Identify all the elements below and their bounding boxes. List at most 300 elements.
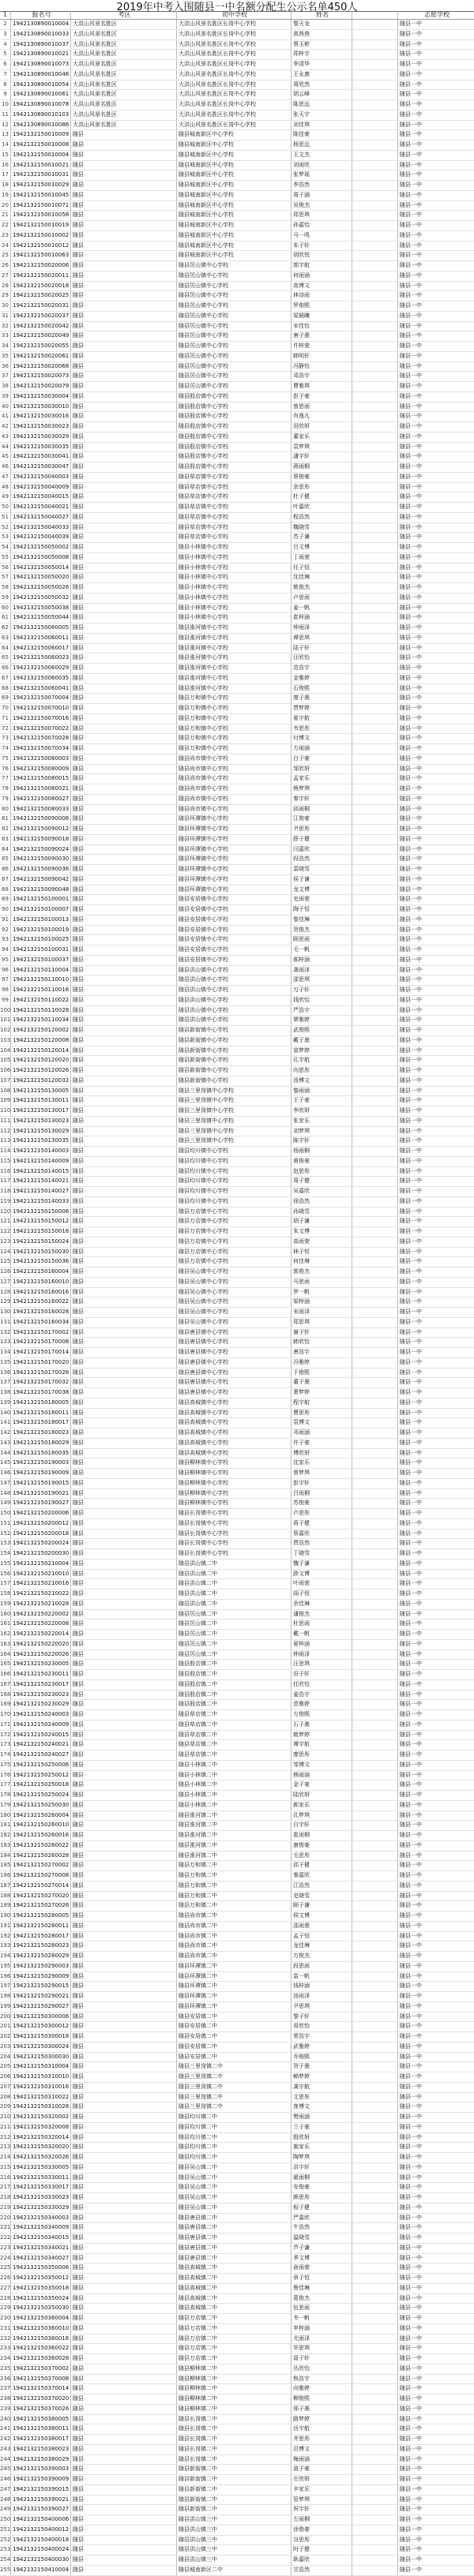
row-number: 70 [0, 704, 11, 713]
cell-exam-no: 1942132150040021 [11, 503, 71, 512]
cell-area: 随县 [71, 1922, 177, 1931]
cell-blank [352, 2475, 398, 2484]
cell-exam-no: 1942132150070004 [11, 694, 71, 703]
cell-target-school: 随县一中 [400, 1117, 422, 1124]
cell-area: 随县 [71, 583, 177, 593]
cell-school: 随县淮河镇中心学校 [177, 653, 292, 663]
cell-name: 康俊豪 [292, 1841, 352, 1851]
cell-school: 随县淮河镇中心学校 [177, 664, 292, 673]
cell-exam-no: 1942132150190021 [11, 1489, 71, 1499]
cell-name: 高茜茜 [292, 30, 352, 39]
cell-school: 随县城南新区中心学校 [177, 181, 292, 190]
cell-area: 随县 [71, 181, 177, 190]
cell-exam-no: 1942132150140021 [11, 1177, 71, 1186]
table-row [0, 754, 474, 765]
table-row [0, 724, 474, 735]
cell-blank [352, 1458, 398, 1468]
cell-target-school: 随县一中 [400, 534, 422, 541]
row-number: 40 [0, 402, 11, 412]
cell-blank [352, 2274, 398, 2283]
cell-name: 牛浩然 [292, 2223, 352, 2233]
cell-target-school: 随县一中 [400, 926, 422, 933]
cell-target-school: 随县一中 [400, 593, 422, 601]
cell-name: 顾子谦 [292, 1901, 352, 1911]
cell-area: 大洪山风景名胜区 [71, 80, 177, 90]
table-row [0, 684, 474, 695]
cell-exam-no: 1942132150250006 [11, 1761, 71, 1770]
cell-blank [352, 1992, 398, 2001]
row-number: 75 [0, 754, 11, 764]
cell-exam-no: 1942132150180005 [11, 1398, 71, 1408]
row-number: 61 [0, 613, 11, 623]
cell-area: 随县 [71, 1791, 177, 1800]
row-number: 154 [0, 1549, 11, 1559]
cell-blank [352, 835, 398, 844]
cell-school: 随县厉山镇中心学校 [177, 261, 292, 271]
cell-area: 随县 [71, 1962, 177, 1971]
table-row [0, 90, 474, 100]
cell-blank [352, 1892, 398, 1901]
cell-target-school: 随县一中 [400, 1731, 422, 1738]
cell-blank [352, 1519, 398, 1529]
cell-area: 随县 [71, 1288, 177, 1297]
table-row [0, 623, 474, 634]
cell-exam-no: 1942130890010078 [11, 100, 71, 110]
cell-name: 孔梦琪 [292, 1811, 352, 1821]
cell-blank [352, 1972, 398, 1982]
cell-exam-no: 1942132150010029 [11, 181, 71, 190]
cell-name: 黎雨涵 [292, 1087, 352, 1096]
cell-school: 随县长岗镇中心学校 [177, 1519, 292, 1529]
row-number: 157 [0, 1579, 11, 1589]
table-row [0, 1318, 474, 1328]
cell-exam-no: 1942132150210016 [11, 1579, 71, 1589]
row-number: 165 [0, 1660, 11, 1669]
cell-name: 罗俊熙 [292, 301, 352, 311]
cell-school: 随县城南新区中心学校 [177, 231, 292, 241]
cell-name: 沿博文 [292, 2445, 352, 2454]
cell-school: 随县环潭镇中心学校 [177, 835, 292, 844]
table-row [0, 1449, 474, 1459]
cell-name: 殷欣妍 [292, 2133, 352, 2143]
cell-exam-no: 1942132150050020 [11, 573, 71, 582]
row-number: 228 [0, 2294, 11, 2304]
cell-blank [352, 814, 398, 824]
cell-target-school: 随县一中 [400, 875, 422, 882]
cell-school: 随县殷店镇中心学校 [177, 452, 292, 462]
table-row [0, 1409, 474, 1419]
row-number: 153 [0, 1539, 11, 1548]
cell-blank [352, 1016, 398, 1025]
cell-target-school: 随县一中 [400, 1912, 422, 1919]
row-number: 103 [0, 1036, 11, 1046]
cell-area: 随县 [71, 1278, 177, 1287]
cell-school: 随县城南新区中心学校 [177, 161, 292, 170]
cell-school: 随县环潭镇中心学校 [177, 814, 292, 824]
cell-exam-no: 1942132150130017 [11, 1106, 71, 1116]
cell-school: 随县洪山镇三中 [177, 2536, 292, 2545]
cell-area: 随县 [71, 1690, 177, 1700]
cell-school: 随县三里岗镇中心学校 [177, 1096, 292, 1106]
cell-exam-no: 1942132150270026 [11, 1901, 71, 1911]
cell-exam-no: 1942132150050044 [11, 613, 71, 623]
table-row [0, 814, 474, 825]
cell-exam-no: 1942132150220014 [11, 1630, 71, 1639]
cell-name: 江浩然 [292, 1881, 352, 1891]
cell-exam-no: 1942132150010031 [11, 170, 71, 180]
cell-school: 随县吴山镇中心学校 [177, 1278, 292, 1287]
table-row [0, 211, 474, 221]
cell-area: 随县 [71, 2002, 177, 2012]
row-number: 167 [0, 1680, 11, 1690]
cell-name: 岳宇航 [292, 2424, 352, 2434]
row-number: 51 [0, 513, 11, 522]
cell-area: 随县 [71, 1570, 177, 1579]
cell-area: 随县 [71, 1439, 177, 1448]
cell-blank [352, 1650, 398, 1660]
cell-blank [352, 1499, 398, 1508]
cell-blank [352, 664, 398, 673]
cell-school: 随县殷店镇中心学校 [177, 402, 292, 412]
cell-target-school: 随县一中 [400, 624, 422, 631]
cell-exam-no: 1942132150080003 [11, 754, 71, 764]
cell-name: 丁雨萱 [292, 553, 352, 563]
cell-blank [352, 2053, 398, 2062]
cell-blank [352, 1740, 398, 1750]
cell-name: 龚宇航 [292, 2083, 352, 2092]
cell-area: 随县 [71, 1479, 177, 1488]
cell-area: 随县 [71, 704, 177, 713]
cell-area: 随县 [71, 573, 177, 582]
cell-school: 随县均川镇二中 [177, 2133, 292, 2143]
cell-target-school: 随县一中 [400, 2385, 422, 2392]
cell-target-school: 随县一中 [400, 936, 422, 943]
cell-exam-no: 1942132150220026 [11, 1650, 71, 1660]
cell-area: 随县 [71, 291, 177, 301]
cell-name: 乔俊熙 [292, 2053, 352, 2062]
row-number: 3 [0, 30, 11, 39]
cell-name: 汤博文 [292, 1076, 352, 1086]
cell-target-school: 随县一中 [400, 1550, 422, 1556]
cell-school: 大洪山风景名胜区长岗中心学校 [177, 20, 292, 29]
cell-exam-no: 1942132150320008 [11, 2123, 71, 2132]
cell-exam-no: 1942132150020049 [11, 331, 71, 341]
cell-area: 随县 [71, 714, 177, 724]
table-row [0, 1549, 474, 1559]
cell-exam-no: 1942132150170002 [11, 1328, 71, 1338]
cell-school: 随县厉山镇二中 [177, 1630, 292, 1639]
row-number: 60 [0, 604, 11, 613]
cell-area: 随县 [71, 1348, 177, 1357]
cell-blank [352, 1589, 398, 1599]
cell-area: 随县 [71, 1509, 177, 1518]
cell-school: 随县长岗镇中心学校 [177, 1509, 292, 1518]
cell-area: 大洪山风景名胜区 [71, 121, 177, 130]
row-number: 16 [0, 161, 11, 170]
table-row [0, 2143, 474, 2153]
row-number: 206 [0, 2072, 11, 2082]
table-row [0, 2042, 474, 2053]
table-row [0, 2053, 474, 2063]
cell-name: 龚雨泽 [292, 966, 352, 975]
cell-exam-no: 1942132150070016 [11, 714, 71, 724]
cell-exam-no: 1942132150360028 [11, 2354, 71, 2364]
cell-area: 随县 [71, 593, 177, 603]
cell-blank [352, 100, 398, 110]
cell-name: 刘雨欣 [292, 161, 352, 170]
cell-area: 随县 [71, 1398, 177, 1408]
cell-area: 随县 [71, 301, 177, 311]
table-row [0, 50, 474, 60]
cell-blank [352, 744, 398, 754]
cell-exam-no: 1942132150110010 [11, 975, 71, 985]
cell-blank [352, 1208, 398, 1217]
row-number: 230 [0, 2314, 11, 2323]
table-row [0, 1016, 474, 1026]
cell-name: 江俊豪 [292, 814, 352, 824]
cell-school: 随县尚市镇二中 [177, 1911, 292, 1921]
table-row [0, 1469, 474, 1479]
cell-exam-no: 1942132150050002 [11, 543, 71, 552]
cell-school: 随县万店镇中心学校 [177, 1257, 292, 1267]
table-row [0, 704, 474, 714]
cell-target-school: 随县一中 [400, 544, 422, 550]
cell-target-school: 随县一中 [400, 302, 422, 309]
cell-exam-no: 1942132150020079 [11, 382, 71, 391]
table-row [0, 1248, 474, 1258]
row-number: 195 [0, 1962, 11, 1971]
table-row [0, 2384, 474, 2394]
cell-blank [352, 1106, 398, 1116]
row-number: 196 [0, 1972, 11, 1982]
table-row [0, 170, 474, 181]
cell-blank [352, 492, 398, 502]
table-row [0, 1690, 474, 1701]
table-row [0, 2294, 474, 2305]
cell-blank [352, 1157, 398, 1166]
cell-exam-no: 1942130890010033 [11, 30, 71, 39]
cell-blank [352, 1227, 398, 1237]
table-row [0, 2284, 474, 2294]
cell-target-school: 随县一中 [400, 473, 422, 480]
cell-exam-no: 1942132150100025 [11, 935, 71, 945]
cell-name: 段思雨 [292, 1962, 352, 1971]
cell-target-school: 随县一中 [400, 262, 422, 268]
cell-name: 毕思琪 [292, 2344, 352, 2353]
cell-area: 随县 [71, 875, 177, 885]
table-row [0, 886, 474, 896]
cell-area: 随县 [71, 2384, 177, 2394]
cell-target-school: 随县一中 [400, 2315, 422, 2321]
table-row [0, 2254, 474, 2264]
cell-area: 随县 [71, 1720, 177, 1730]
row-number: 177 [0, 1780, 11, 1790]
cell-school: 随县城南新区中心学校 [177, 170, 292, 180]
cell-name: 石俊熙 [292, 684, 352, 694]
cell-area: 随县 [71, 1731, 177, 1740]
cell-school: 随县殷店镇二中 [177, 1690, 292, 1700]
cell-blank [352, 1489, 398, 1499]
cell-school: 大洪山风景名胜区长岗中心学校 [177, 30, 292, 39]
row-number: 131 [0, 1318, 11, 1327]
cell-name: 兰子豪 [292, 2123, 352, 2132]
cell-name: 宋雨泽 [292, 1308, 352, 1317]
row-number: 244 [0, 2455, 11, 2465]
table-row [0, 2364, 474, 2375]
header-row [0, 11, 474, 20]
cell-blank [352, 2214, 398, 2223]
table-row [0, 2304, 474, 2314]
table-row [0, 2072, 474, 2083]
cell-school: 随县安居镇二中 [177, 2053, 292, 2062]
row-number: 58 [0, 583, 11, 593]
cell-blank [352, 1831, 398, 1840]
cell-blank [352, 40, 398, 50]
row-number: 84 [0, 845, 11, 855]
table-row [0, 2555, 474, 2566]
cell-blank [352, 2324, 398, 2334]
table-row [0, 2102, 474, 2113]
cell-blank [352, 2072, 398, 2082]
cell-exam-no: 1942132150400012 [11, 2525, 71, 2535]
cell-blank [352, 2062, 398, 2072]
table-row [0, 1700, 474, 1710]
cell-exam-no: 1942132150150018 [11, 1227, 71, 1237]
cell-school: 随县均川镇二中 [177, 2113, 292, 2122]
cell-area: 随县 [71, 1197, 177, 1207]
cell-blank [352, 774, 398, 784]
cell-school: 随县淮河镇二中 [177, 1841, 292, 1851]
cell-exam-no: 1942132150060035 [11, 674, 71, 683]
row-number: 137 [0, 1378, 11, 1387]
table-row [0, 1670, 474, 1680]
cell-blank [352, 2354, 398, 2364]
cell-name: 向雅婷 [292, 2384, 352, 2394]
row-number: 119 [0, 1197, 11, 1207]
cell-target-school: 随县一中 [400, 1841, 422, 1848]
cell-exam-no: 1942132150110016 [11, 986, 71, 995]
cell-school: 随县万和镇中心学校 [177, 704, 292, 713]
table-row [0, 1731, 474, 1741]
cell-area: 随县 [71, 835, 177, 844]
row-number: 39 [0, 392, 11, 402]
cell-exam-no: 1942132150260016 [11, 1831, 71, 1840]
row-number: 212 [0, 2133, 11, 2143]
cell-name: 曹雅琪 [292, 382, 352, 391]
cell-area: 随县 [71, 1861, 177, 1870]
cell-target-school: 随县一中 [400, 1932, 422, 1939]
cell-target-school: 随县一中 [400, 2375, 422, 2382]
cell-name: 曾思雨 [292, 402, 352, 412]
cell-blank [352, 1801, 398, 1810]
cell-area: 随县 [71, 2435, 177, 2444]
row-number: 36 [0, 362, 11, 372]
cell-blank [352, 1348, 398, 1357]
cell-name: 陈佳豪 [292, 130, 352, 140]
cell-exam-no: 1942132150240003 [11, 1710, 71, 1720]
row-number: 199 [0, 2002, 11, 2012]
cell-exam-no: 1942132150370014 [11, 2384, 71, 2394]
cell-name: 涂俊豪 [292, 2525, 352, 2535]
cell-name: 文思彤 [292, 2093, 352, 2102]
table-row [0, 1237, 474, 1248]
cell-area: 随县 [71, 1640, 177, 1649]
cell-exam-no: 1942132150260028 [11, 1852, 71, 1861]
row-number: 207 [0, 2083, 11, 2092]
cell-exam-no: 1942132150250030 [11, 1801, 71, 1810]
cell-target-school: 随县一中 [400, 1862, 422, 1869]
cell-school: 随县洪山镇三中 [177, 2515, 292, 2525]
cell-blank [352, 1267, 398, 1277]
cell-school: 随县安居镇中心学校 [177, 945, 292, 955]
cell-area: 随县 [71, 2153, 177, 2162]
cell-target-school: 随县一中 [400, 2355, 422, 2361]
cell-blank [352, 1297, 398, 1307]
row-number: 46 [0, 462, 11, 472]
cell-name: 闫嘉欣 [292, 845, 352, 855]
row-number: 146 [0, 1469, 11, 1478]
cell-exam-no: 1942132150140003 [11, 1147, 71, 1156]
cell-area: 随县 [71, 382, 177, 391]
table-row [0, 1982, 474, 1992]
cell-target-school: 随县一中 [400, 362, 422, 369]
cell-area: 随县 [71, 2354, 177, 2364]
cell-area: 随县 [71, 1409, 177, 1418]
cell-exam-no: 1942132150060017 [11, 644, 71, 653]
row-number: 19 [0, 191, 11, 200]
cell-blank [352, 1771, 398, 1780]
cell-area: 随县 [71, 1982, 177, 1991]
row-number: 63 [0, 634, 11, 643]
table-row [0, 1428, 474, 1439]
cell-target-school: 随县一中 [400, 553, 422, 560]
table-row [0, 2193, 474, 2203]
cell-name: 陆子轩 [292, 644, 352, 653]
cell-exam-no: 1942132150190015 [11, 1479, 71, 1488]
row-number: 190 [0, 1911, 11, 1921]
table-row [0, 1761, 474, 1771]
cell-area: 随县 [71, 2496, 177, 2505]
cell-school: 随县高城镇二中 [177, 2263, 292, 2273]
cell-name: 郭俊杰 [292, 1267, 352, 1277]
cell-name: 谭宇航 [292, 1740, 352, 1750]
cell-target-school: 随县一中 [400, 1389, 422, 1395]
cell-blank [352, 765, 398, 774]
cell-name: 王永康 [292, 70, 352, 80]
cell-name: 韦一帆 [292, 2314, 352, 2323]
cell-name: 黎子轩 [292, 2012, 352, 2022]
row-number: 176 [0, 1771, 11, 1780]
cell-name: 范雅婷 [292, 1700, 352, 1709]
header-school: 初中学校 [177, 11, 292, 19]
row-number: 193 [0, 1941, 11, 1951]
cell-name: 秦宇轩 [292, 795, 352, 804]
table-row [0, 1136, 474, 1147]
cell-blank [352, 865, 398, 874]
row-number: 254 [0, 2555, 11, 2565]
cell-name: 张梦瑶 [292, 170, 352, 180]
cell-school: 随县厉山镇中心学校 [177, 331, 292, 341]
row-number: 255 [0, 2566, 11, 2575]
cell-blank [352, 2102, 398, 2112]
cell-area: 随县 [71, 2555, 177, 2565]
cell-target-school: 随县一中 [400, 1429, 422, 1436]
cell-school: 随县万和镇中心学校 [177, 744, 292, 754]
row-number: 8 [0, 80, 11, 90]
cell-blank [352, 2174, 398, 2183]
table-row [0, 835, 474, 845]
cell-area: 随县 [71, 2042, 177, 2052]
